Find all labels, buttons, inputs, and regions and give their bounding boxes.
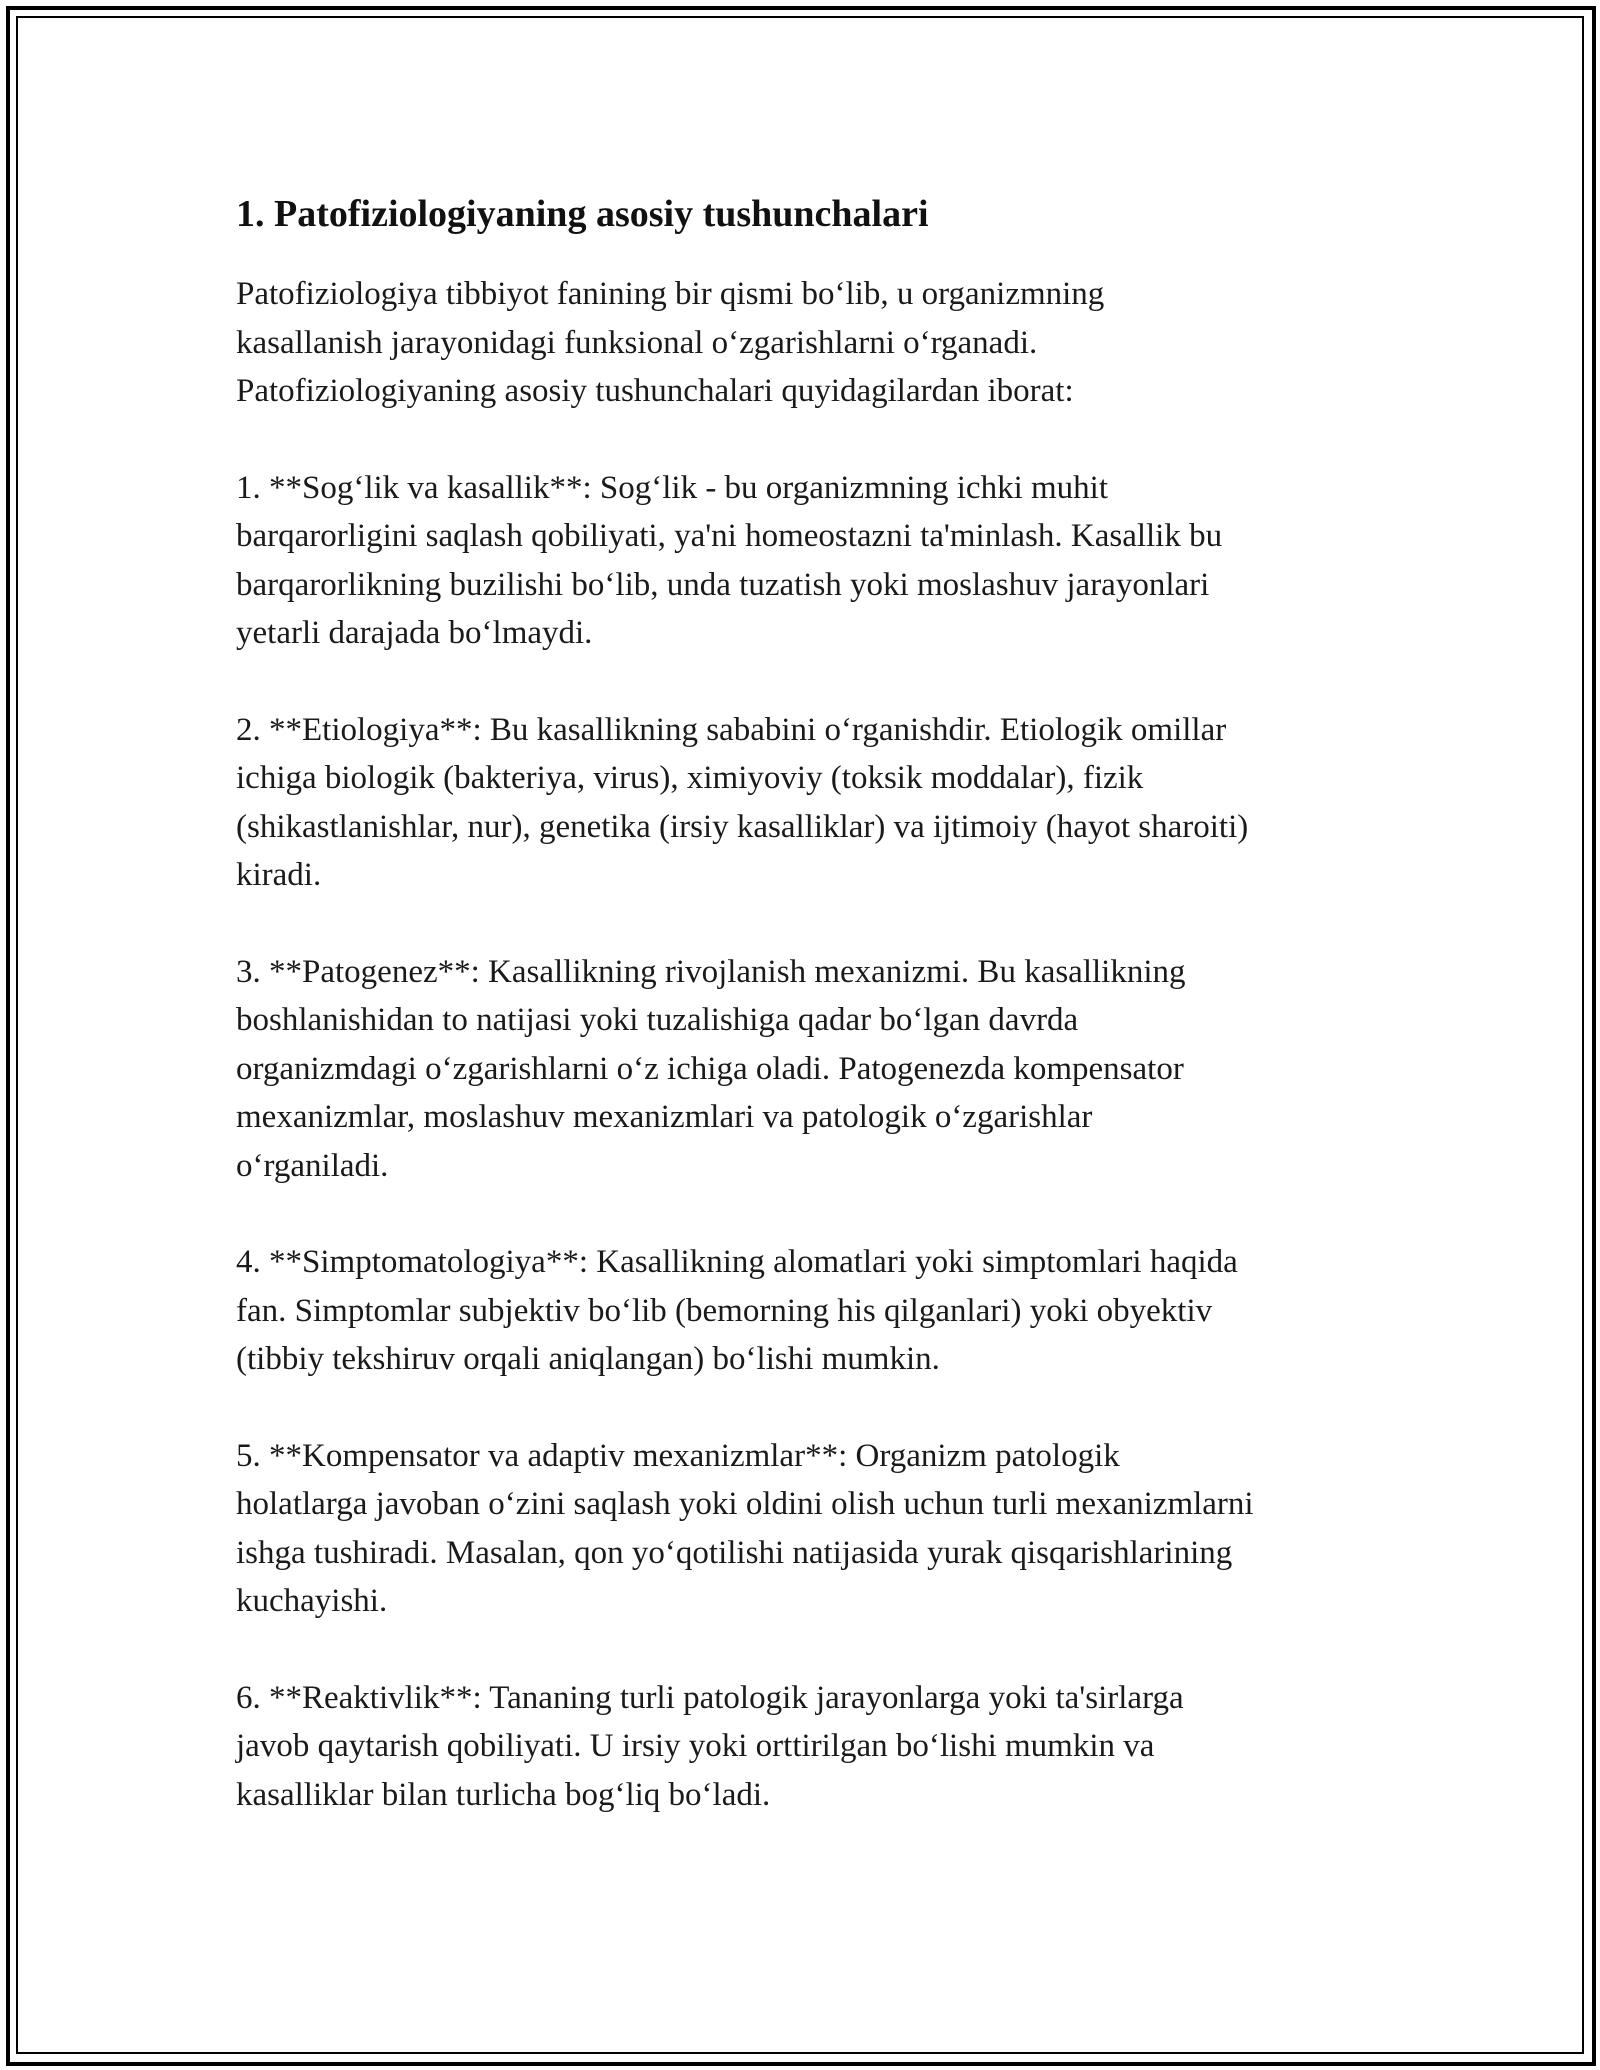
paragraph-symptomatology: 4. **Simptomatologiya**: Kasallikning alomatlari yoki simptomlari haqida fan. Simptomlar subjektiv bo‘lib (bemorning his qilganlari) yoki obyektiv (tibbiy tekshiruv orqali aniqlangan) bo‘lishi mumkin. — [236, 1244, 1238, 1377]
intro-paragraph: Patofiziologiya tibbiyot fanining bir qismi bo‘lib, u organizmning kasallanish jarayonidagi funksional o‘zgarishlarni o‘rganadi. Patofiziologiyaning asosiy tushunchalari quyidagilardan iborat: — [236, 276, 1105, 409]
paragraph-reactivity: 6. **Reaktivlik**: Tananing turli patologik jarayonlarga yoki ta'sirlarga javob qaytarish qobiliyati. U irsiy yoki orttirilgan bo‘lishi mumkin va kasalliklar bilan turlicha bog‘liq bo‘ladi. — [236, 1679, 1184, 1813]
paragraph-etiology: 2. **Etiologiya**: Bu kasallikning sababini o‘rganishdir. Etiologik omillar ichiga biologik (bakteriya, virus), ximiyoviy (toksik moddalar), fizik (shikastlanishlar, nur), genetika (irsiy kasalliklar) va ijtimoiy (hayot sharoiti) kiradi. — [236, 711, 1249, 893]
paragraph-health-and-disease: 1. **Sog‘lik va kasallik**: Sog‘lik - bu organizmning ichki muhit barqarorligini saqlash qobiliyati, ya'ni homeostazni ta'minlash. Kasallik bu barqarorlikning buzilishi bo‘lib, unda tuzatish yoki moslashuv jarayonlari yetarli darajada bo‘lmaydi. — [236, 469, 1223, 651]
paragraph-compensatory-mechanisms: 5. **Kompensator va adaptiv mexanizmlar**: Organizm patologik holatlarga javoban o‘zini saqlash yoki oldini olish uchun turli mexanizmlarni ishga tushiradi. Masalan, qon yo‘qotilishi natijasida yurak qisqarishlarining kuchayishi. — [236, 1437, 1254, 1619]
section-heading: 1. Patofiziologiyaning asosiy tushunchalari — [236, 193, 929, 235]
document-body — [236, 190, 1376, 1867]
paragraph-pathogenesis: 3. **Patogenez**: Kasallikning rivojlanish mexanizmi. Bu kasallikning boshlanishidan to natijasi yoki tuzalishiga qadar bo‘lgan davrda organizmdagi o‘zgarishlarni o‘z ichiga oladi. Patogenezda kompensator mexanizmlar, moslashuv mexanizmlari va patologik o‘zgarishlar o‘rganiladi. — [236, 953, 1186, 1184]
